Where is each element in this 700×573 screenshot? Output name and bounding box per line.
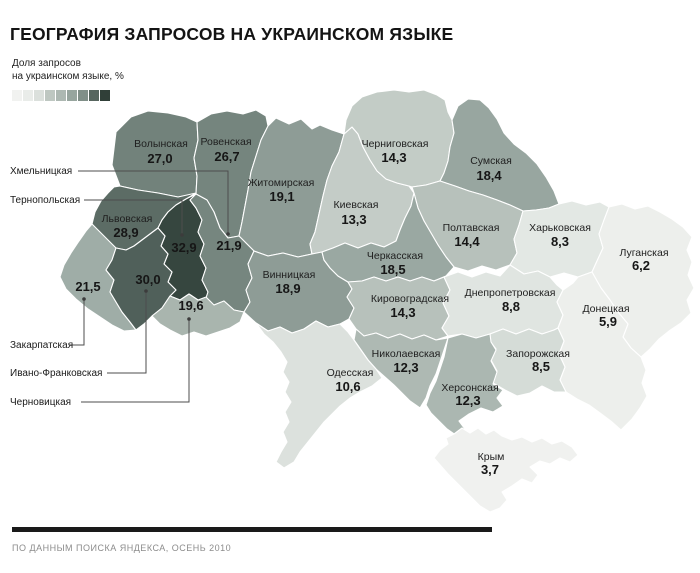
region-chernihivska-label: Черниговская — [361, 138, 429, 150]
region-zaporizka-label: Запорожская — [506, 348, 570, 360]
region-rivnenska-value: 26,7 — [214, 149, 240, 164]
region-vinnytska-value: 18,9 — [275, 281, 301, 296]
region-vinnytska-label: Винницкая — [262, 269, 316, 281]
region-krym-label: Крым — [477, 451, 505, 463]
region-zakarpatska-value: 21,5 — [75, 279, 101, 294]
region-rivnenska-label: Ровенская — [200, 136, 252, 148]
legend-label-line1: Доля запросов — [12, 58, 81, 69]
region-kirovohradska-value: 14,3 — [390, 305, 416, 320]
callout-khmelnytska: Хмельницкая — [10, 166, 73, 177]
region-zhytomyrska-label: Житомирская — [247, 177, 315, 189]
callout-chernivetska: Черновицкая — [10, 397, 72, 408]
region-kharkivska-label: Харьковская — [529, 222, 591, 234]
region-sumska-label: Сумская — [470, 155, 512, 167]
region-kyivska-value: 13,3 — [341, 212, 367, 227]
region-dnipropetrovska-label: Днепропетровская — [464, 287, 556, 299]
region-krym-value: 3,7 — [480, 462, 500, 477]
region-kirovohradska-label: Кировоградская — [370, 293, 450, 305]
region-chernivetska-value: 19,6 — [178, 298, 204, 313]
region-zhytomyrska-value: 19,1 — [269, 189, 295, 204]
region-mykolaivska-label: Николаевская — [371, 348, 441, 360]
region-ivano-frankivska-value: 30,0 — [135, 272, 161, 287]
footer-divider-bar — [12, 527, 492, 532]
leader-dot-chernivetska — [187, 317, 191, 321]
region-chernihivska-value: 14,3 — [381, 150, 407, 165]
region-dnipropetrovska-value: 8,8 — [501, 299, 521, 314]
region-donetska-label: Донецкая — [582, 303, 630, 315]
region-kyivska-label: Киевская — [333, 199, 379, 211]
leader-dot-ivano-frankivska — [144, 289, 148, 293]
region-luhanska-label: Луганская — [619, 247, 669, 259]
leader-zakarpatska — [69, 299, 84, 345]
region-cherkaska-label: Черкасская — [366, 250, 424, 262]
region-krym — [434, 428, 578, 512]
leader-dot-khmelnytska — [226, 232, 230, 236]
region-volynska-label: Волынская — [134, 138, 188, 150]
region-luhanska-value: 6,2 — [631, 258, 651, 273]
region-zaporizka — [490, 328, 566, 396]
region-zaporizka-value: 8,5 — [531, 359, 551, 374]
region-sumska-value: 18,4 — [476, 168, 502, 183]
footer-source-note: ПО ДАННЫМ ПОИСКА ЯНДЕКСА, ОСЕНЬ 2010 — [12, 543, 232, 553]
page-title: ГЕОГРАФИЯ ЗАПРОСОВ НА УКРАИНСКОМ ЯЗЫКЕ — [10, 24, 454, 44]
region-volynska-value: 27,0 — [147, 151, 173, 166]
leader-dot-ternopilska — [180, 233, 184, 237]
region-donetska-value: 5,9 — [598, 314, 618, 329]
region-kharkivska-value: 8,3 — [550, 234, 570, 249]
region-odeska-label: Одесская — [326, 367, 374, 379]
region-cherkaska-value: 18,5 — [380, 262, 406, 277]
region-khersonska-value: 12,3 — [455, 393, 481, 408]
region-khmelnytska-value: 21,9 — [216, 238, 242, 253]
leader-dot-zakarpatska — [82, 297, 86, 301]
region-poltavska-label: Полтавская — [442, 222, 500, 234]
region-khersonska-label: Херсонская — [441, 382, 499, 394]
legend-label-line2: на украинском языке, % — [12, 71, 124, 82]
region-lvivska-value: 28,9 — [113, 225, 139, 240]
region-ternopilska-value: 32,9 — [171, 240, 197, 255]
callout-ivano-frankivska: Ивано-Франковская — [10, 368, 103, 379]
region-odeska-value: 10,6 — [335, 379, 361, 394]
region-poltavska-value: 14,4 — [454, 234, 480, 249]
region-lvivska-label: Львовская — [101, 213, 153, 225]
region-mykolaivska-value: 12,3 — [393, 360, 419, 375]
callout-zakarpatska: Закарпатская — [10, 340, 74, 351]
callout-ternopilska: Тернопольская — [10, 195, 81, 206]
